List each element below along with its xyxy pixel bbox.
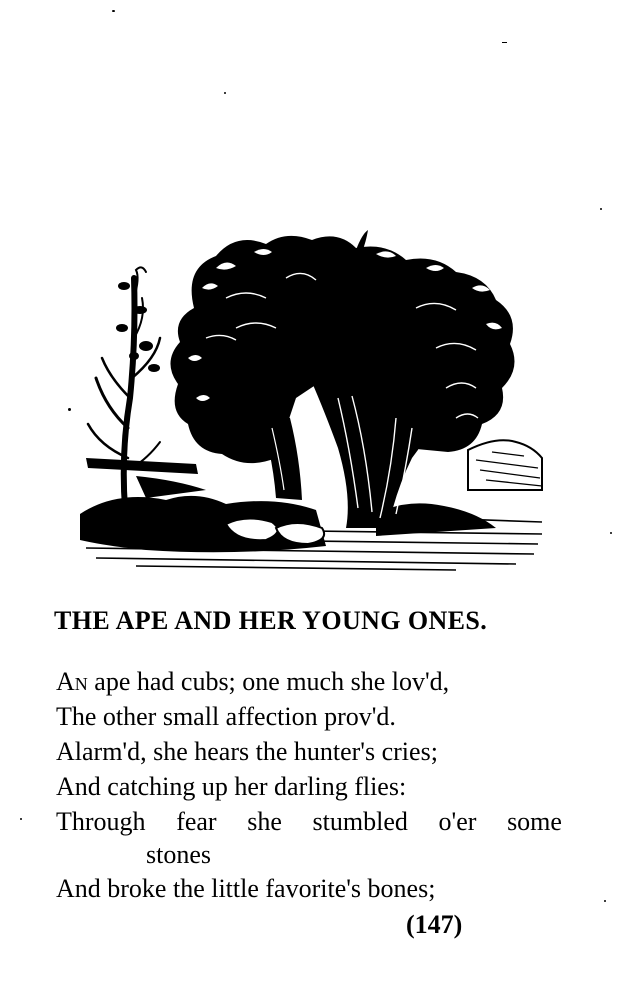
print-speck (20, 818, 22, 820)
poem-line: And broke the little favorite's bones; (56, 874, 436, 903)
print-speck (610, 532, 612, 534)
print-speck (600, 208, 602, 210)
poem-word: she (247, 807, 282, 836)
print-speck (502, 42, 507, 43)
print-speck (604, 900, 606, 902)
poem-line: The other small affection prov'd. (56, 702, 396, 731)
page-title: THE APE AND HER YOUNG ONES. (54, 606, 488, 635)
poem-line-rest: ape had cubs; one much she lov'd, (87, 667, 450, 696)
poem-line-continuation: stones (146, 840, 211, 869)
poem-word: some (507, 807, 562, 836)
poem-text (56, 664, 576, 906)
poem-initial-word: An (56, 667, 88, 696)
poem-word: o'er (438, 807, 477, 836)
page-number: (147) (406, 910, 463, 939)
poem-line (56, 804, 562, 839)
poem-line: Alarm'd, she hears the hunter's cries; (56, 737, 438, 766)
print-speck (112, 10, 115, 12)
poem-word: stumbled (312, 807, 408, 836)
tree-landscape-woodcut-icon (76, 228, 546, 574)
poem-word: fear (176, 807, 217, 836)
poem-line (56, 664, 576, 699)
poem-word: Through (56, 807, 146, 836)
print-speck (224, 92, 226, 94)
poem-line: And catching up her darling flies: (56, 772, 407, 801)
print-speck (68, 408, 71, 411)
